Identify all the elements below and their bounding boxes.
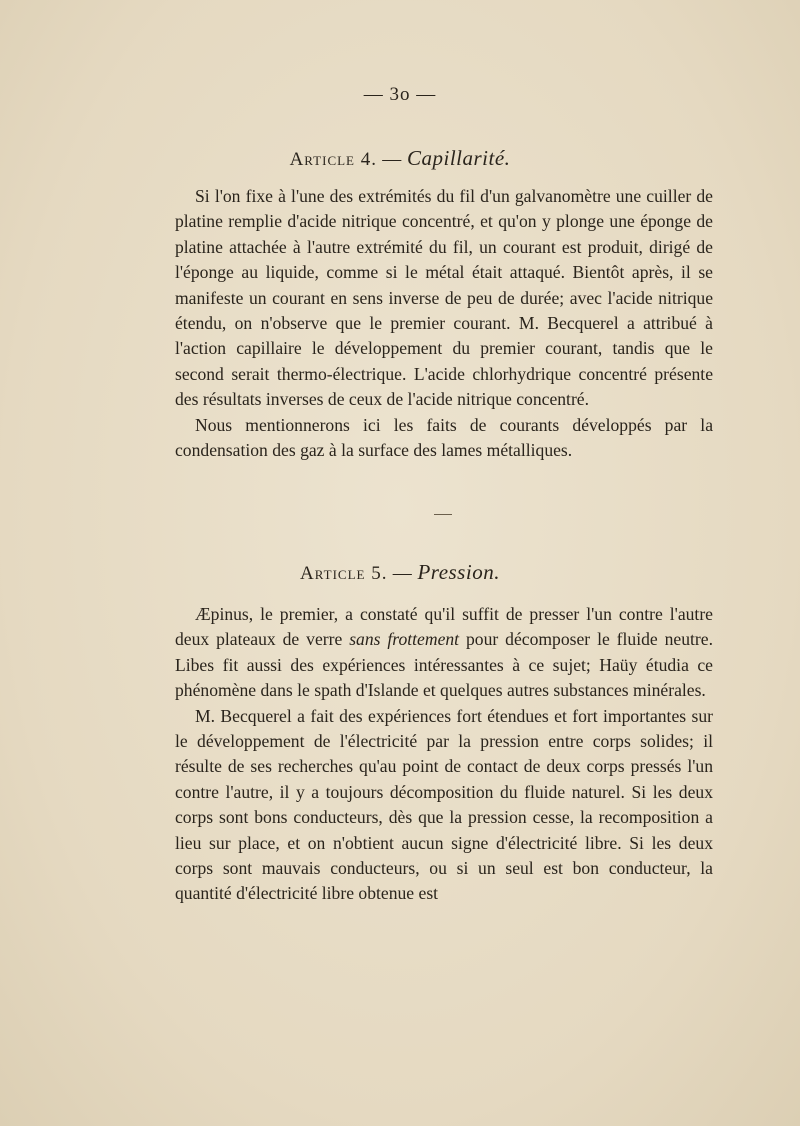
article-4-body <box>175 184 713 463</box>
article-5-body <box>175 602 713 907</box>
section-divider <box>434 514 452 515</box>
article-5-dash: — <box>392 563 413 584</box>
article-5-paragraph-2: M. Becquerel a fait des expériences fort étendues et fort importantes sur le développement de l'électricité par la pression entre corps solides; il résulte de ses recherches qu'au point de contact de deux corps pressés l'un contre l'autre, il y a toujours décomposition du fluide naturel. Si les deux corps sont bons conducteurs, dès que la pression cesse, la recomposition a lieu sur place, et on n'obtient aucun signe d'électricité libre. Si les deux corps sont mauvais conducteurs, ou si un seul est bon conducteur, la quantité d'électricité libre obtenue est <box>175 705 713 904</box>
page-number: — 3o — <box>363 84 437 105</box>
article-4-label: Article 4. <box>289 149 377 170</box>
article-4-heading <box>0 146 800 171</box>
p1-text-before: Æpinus, le premier, a constaté qu'il suffit de presser l'un contre l'autre deux plateaux de verre <box>175 604 713 650</box>
article-5-label: Article 5. <box>300 563 388 584</box>
article-5-heading <box>0 560 800 585</box>
p1-text-after: pour décomposer le fluide neutre. Libes fit aussi des expériences intéressantes à ce sujet; Haüy étudia ce phénomène dans le spath d'Islande et quelques autres substances minérales. <box>175 629 713 701</box>
article-5-title: Pression. <box>417 560 500 584</box>
p1-emphasis: sans frottement <box>349 629 460 650</box>
article-4-paragraph-2: Nous mentionnerons ici les faits de courants développés par la condensation des gaz à la surface des lames métalliques. <box>175 414 713 461</box>
article-5-paragraph-1 <box>175 602 713 704</box>
article-4-dash: — <box>382 149 402 170</box>
article-4-title: Capillarité. <box>407 146 511 170</box>
article-4-paragraph-1: Si l'on fixe à l'une des extrémités du fil d'un galvanomètre une cuiller de platine remplie d'acide nitrique concentré, et qu'on y plonge une éponge de platine attachée à l'autre extrémité du fil, un courant est produit, dirigé de l'éponge au liquide, comme si le métal était attaqué. Bientôt après, il se manifeste un courant en sens inverse de peu de durée; avec l'acide nitrique étendu, on n'observe que le premier courant. M. Becquerel a attribué à l'action capillaire le développement du premier courant, tandis que le second serait thermo-électrique. L'acide chlorhydrique concentré présente des résultats inverses de ceux de l'acide nitrique concentré. <box>175 186 713 410</box>
